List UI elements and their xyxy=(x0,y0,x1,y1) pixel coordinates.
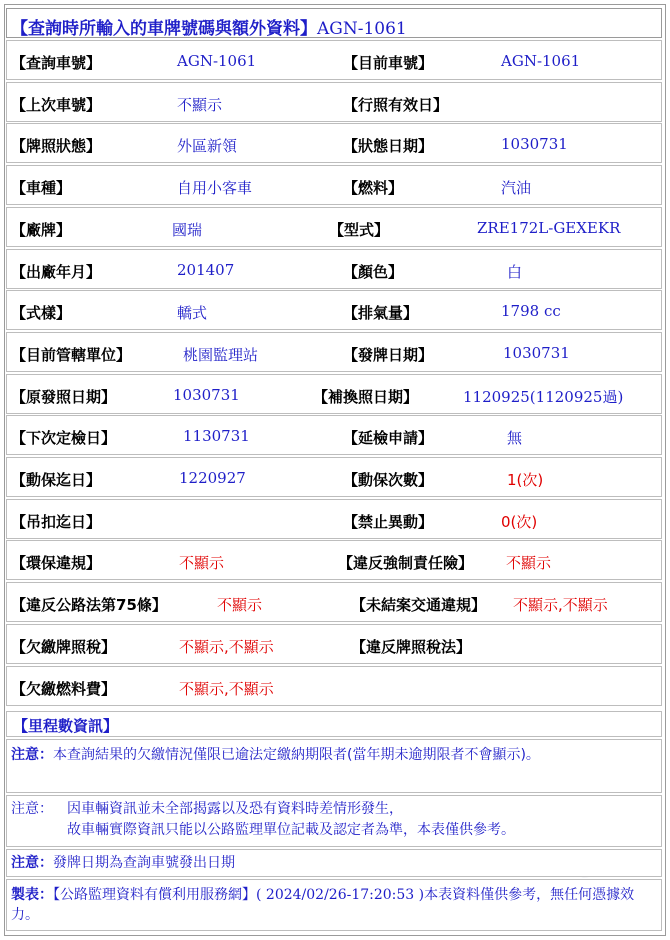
field-value: 不顯示,不顯示 xyxy=(513,596,608,615)
field-label: 【式樣】 xyxy=(11,304,72,323)
field-label: 【目前車號】 xyxy=(343,54,434,72)
mileage-label: 【里程數資訊】 xyxy=(13,717,119,735)
info-row xyxy=(6,415,662,455)
field-label: 【動保迄日】 xyxy=(11,471,102,489)
footer-source: 【公路監理資料有償利用服務網】 xyxy=(53,887,256,903)
field-label: 【違反公路法第75條】 xyxy=(11,596,167,615)
field-value: 1030731 xyxy=(173,385,240,404)
field-value: 桃園監理站 xyxy=(183,345,259,364)
info-row xyxy=(6,165,662,205)
field-value: AGN-1061 xyxy=(501,52,581,70)
field-label: 【排氣量】 xyxy=(343,304,419,323)
field-label: 【下次定檢日】 xyxy=(11,429,117,448)
field-label: 【吊扣迄日】 xyxy=(11,512,102,531)
title-text: 【查詢時所輸入的車牌號碼與額外資料】 xyxy=(11,19,317,39)
field-value: 1220927 xyxy=(179,469,246,487)
field-value: 不顯示,不顯示 xyxy=(179,679,274,698)
info-row xyxy=(6,249,662,289)
field-label: 【狀態日期】 xyxy=(343,137,434,156)
field-label: 【欠繳牌照稅】 xyxy=(11,637,117,656)
field-label: 【違反牌照稅法】 xyxy=(351,637,472,656)
field-label: 【燃料】 xyxy=(343,179,404,198)
field-label: 【補換照日期】 xyxy=(313,387,419,406)
field-value: 0(次) xyxy=(501,512,538,531)
info-row xyxy=(6,499,662,539)
footer xyxy=(6,879,662,931)
note-2-label: 注意： xyxy=(11,801,53,817)
field-value: 汽油 xyxy=(501,179,532,198)
footer-text xyxy=(11,885,651,925)
field-label: 【違反強制責任險】 xyxy=(338,554,474,573)
field-value: 1798 cc xyxy=(501,302,561,321)
header-row xyxy=(6,8,662,38)
field-value: 不顯示 xyxy=(177,95,223,114)
note-2-line1: 因車輛資訊並未全部揭露以及恐有資料時差情形發生， xyxy=(67,801,403,817)
note-1-label: 注意： xyxy=(11,747,53,763)
title-plate: AGN-1061 xyxy=(317,19,407,39)
field-label: 【原發照日期】 xyxy=(11,387,117,406)
footer-timestamp: ( 2024/02/26-17:20:53 ) xyxy=(256,887,425,903)
info-row xyxy=(6,457,662,497)
note-2 xyxy=(6,795,662,847)
field-label: 【牌照狀態】 xyxy=(11,137,102,156)
field-label: 【禁止異動】 xyxy=(343,512,434,531)
field-label: 【環保違規】 xyxy=(11,554,102,573)
info-row xyxy=(6,374,662,414)
field-value: ZRE172L-GEXEKR xyxy=(477,218,621,237)
field-label: 【目前管轄單位】 xyxy=(11,345,132,364)
field-value: 1(次) xyxy=(507,471,544,489)
field-value: 不顯示 xyxy=(217,596,263,615)
note-1-text xyxy=(11,745,651,765)
page-title xyxy=(11,14,407,39)
field-label: 【動保次數】 xyxy=(343,471,434,489)
info-row xyxy=(6,123,662,163)
field-value: 不顯示,不顯示 xyxy=(179,637,274,656)
info-row xyxy=(6,582,662,622)
info-row xyxy=(6,207,662,247)
field-value: 1030731 xyxy=(501,135,568,154)
field-value: AGN-1061 xyxy=(177,52,257,70)
note-2-line2: 故車輛實際資訊只能以公路監理單位記載及認定者為準，本表僅供參考。 xyxy=(67,822,515,838)
field-value: 無 xyxy=(507,429,523,448)
info-row xyxy=(6,290,662,330)
field-label: 【型式】 xyxy=(329,220,390,239)
field-value: 1130731 xyxy=(183,427,250,446)
field-label: 【發牌日期】 xyxy=(343,345,434,364)
field-label: 【廠牌】 xyxy=(11,220,72,239)
field-value: 1030731 xyxy=(503,343,570,362)
field-label: 【行照有效日】 xyxy=(343,95,449,114)
field-value: 不顯示 xyxy=(506,554,552,573)
field-value: 白 xyxy=(507,262,523,281)
info-row xyxy=(6,540,662,580)
info-row xyxy=(6,666,662,706)
field-label: 【欠繳燃料費】 xyxy=(11,679,117,698)
field-value: 轎式 xyxy=(177,304,208,323)
field-label: 【查詢車號】 xyxy=(11,54,102,72)
field-value: 國瑞 xyxy=(172,220,203,239)
note-3-body: 發牌日期為查詢車號發出日期 xyxy=(53,855,235,871)
footer-label: 製表： xyxy=(11,887,53,903)
field-label: 【顏色】 xyxy=(343,262,404,281)
info-row xyxy=(6,624,662,664)
note-3 xyxy=(6,849,662,877)
field-value: 1120925(1120925過) xyxy=(463,387,624,406)
info-row xyxy=(6,82,662,122)
mileage-row xyxy=(6,711,662,737)
field-value: 201407 xyxy=(177,260,235,279)
field-value: 不顯示 xyxy=(179,554,225,573)
note-1 xyxy=(6,739,662,793)
info-row xyxy=(6,40,662,80)
info-row xyxy=(6,332,662,372)
field-value: 自用小客車 xyxy=(177,179,253,198)
footer-disclaimer: 本表資料僅供參考，無任何憑據效力。 xyxy=(11,887,635,923)
field-label: 【未結案交通違規】 xyxy=(351,596,487,615)
field-label: 【車種】 xyxy=(11,179,72,198)
field-value: 外區新領 xyxy=(177,137,238,156)
field-label: 【延檢申請】 xyxy=(343,429,434,448)
note-3-label: 注意： xyxy=(11,855,53,871)
note-1-body: 本查詢結果的欠繳情況僅限已逾法定繳納期限者(當年期未逾期限者不會顯示)。 xyxy=(53,747,540,763)
field-label: 【上次車號】 xyxy=(11,95,102,114)
field-label: 【出廠年月】 xyxy=(11,262,102,281)
note-3-text xyxy=(11,853,235,873)
